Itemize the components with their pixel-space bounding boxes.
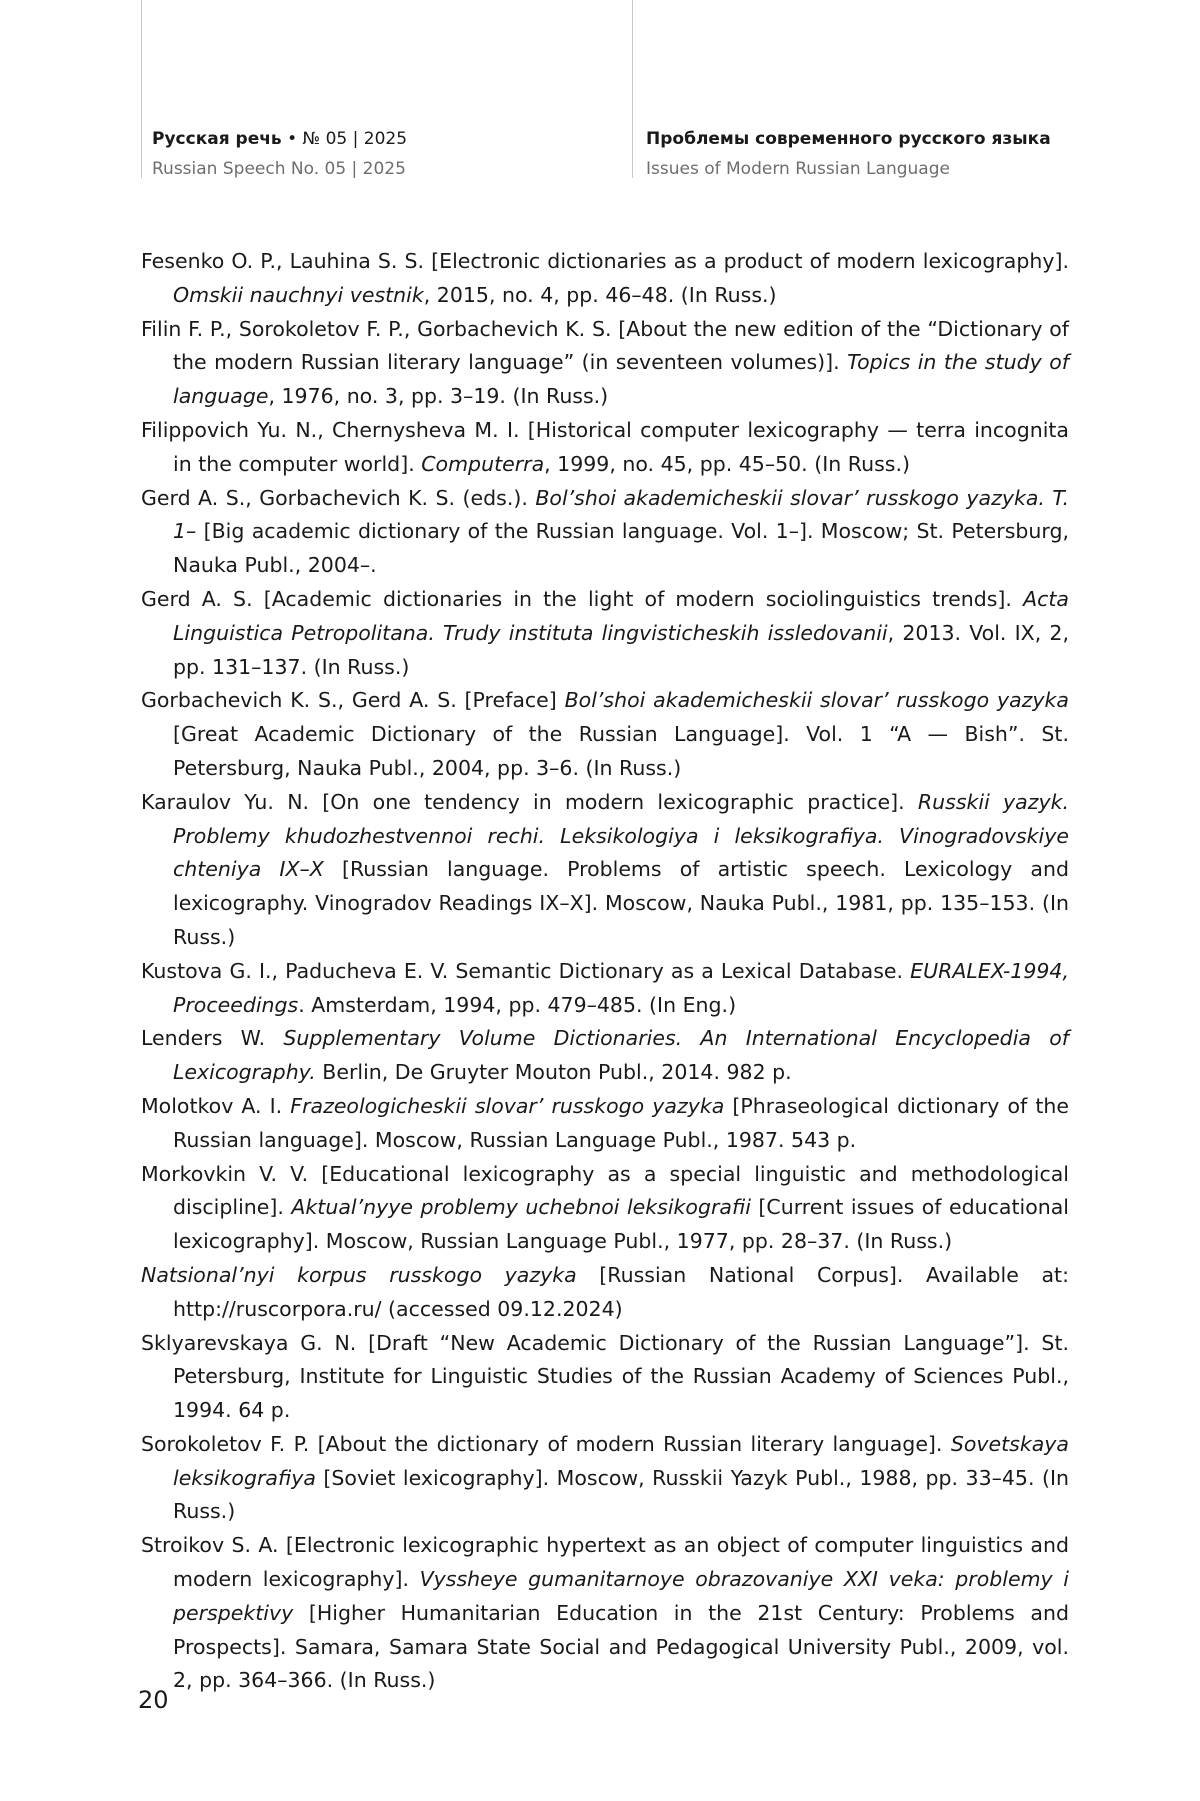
journal-title-en: Russian Speech No. 05 | 2025 [152, 159, 406, 179]
reference-text: Sklyarevskaya G. N. [Draft “New Academic Dictionary of the Russian Language”]. St. Petersburg, Institute for Linguistic Studies of the Russian Academy of Sciences Publ., 1994. 64 p. [141, 1330, 1069, 1423]
header-divider-right [632, 0, 633, 178]
reference-entry [141, 1327, 1069, 1428]
reference-text: Stroikov S. A. [Electronic lexicographic hypertext as an object of computer linguistics and modern lexicography]. [141, 1533, 1069, 1592]
reference-title: Sovetskaya leksikografiya [173, 1431, 1069, 1490]
reference-entry [141, 583, 1069, 684]
journal-title-ru [152, 124, 407, 154]
reference-text: Molotkov A. I. [141, 1093, 291, 1118]
reference-text: [Current issues of educational lexicography]. Moscow, Russian Language Publ., 1977, pp. 28–37. (In Russ.) [173, 1195, 1069, 1254]
reference-text: Sorokoletov F. P. [About the dictionary of modern Russian literary language]. [141, 1431, 951, 1456]
reference-text: Lenders W. [141, 1026, 284, 1051]
reference-text: , 2013. Vol. IX, 2, pp. 131–137. (In Russ.) [173, 620, 1069, 679]
reference-text: Gerd A. S. [Academic dictionaries in the light of modern sociolinguistics trends]. [141, 586, 1024, 611]
reference-entry [141, 786, 1069, 955]
reference-text: Morkovkin V. V. [Educational lexicography as a special linguistic and methodological discipline]. [141, 1161, 1069, 1220]
reference-title: Supplementary Volume Dictionaries. An International Encyclopedia of Lexicography. [173, 1026, 1069, 1085]
section-title-en: Issues of Modern Russian Language [646, 159, 950, 179]
reference-text: [Russian National Corpus]. Available at: http://ruscorpora.ru/ (accessed 09.12.2024) [173, 1262, 1069, 1321]
reference-text: Gerd A. S., Gorbachevich K. S. (eds.). [141, 485, 536, 510]
reference-text: Gorbachevich K. S., Gerd A. S. [Preface] [141, 688, 565, 713]
reference-title: Computerra [421, 451, 545, 476]
reference-entry [141, 1259, 1069, 1327]
reference-entry [141, 313, 1069, 414]
reference-title: Topics in the study of language [173, 350, 1069, 409]
references-list [141, 245, 1069, 1698]
reference-title: Vyssheye gumanitarnoye obrazovaniye XXI veka: problemy i perspektivy [173, 1567, 1069, 1625]
reference-entry [141, 1158, 1069, 1259]
reference-entry [141, 1090, 1069, 1158]
reference-entry [141, 684, 1069, 785]
page-number: 20 [138, 1686, 169, 1714]
reference-text: [Higher Humanitarian Education in the 21st Century: Problems and Prospects]. Samara, Samara State Social and Pedagogical University Publ., 2009, vol. 2, pp. 364–366. (In Russ.) [173, 1600, 1069, 1693]
header-bullet: • [287, 129, 298, 149]
reference-title: Bol’shoi akademicheskii slovar’ russkogo yazyka [564, 688, 1069, 713]
journal-name-ru: Русская речь [152, 129, 282, 149]
reference-text: , 2015, no. 4, pp. 46–48. (In Russ.) [423, 282, 777, 307]
reference-title: Natsional’nyi korpus russkogo yazyka [141, 1262, 577, 1287]
reference-text: Filippovich Yu. N., Chernysheva M. I. [Historical computer lexicography — terra incognita in the computer world]. [141, 417, 1069, 476]
reference-entry [141, 1022, 1069, 1090]
reference-title: EURALEX-1994, Proceedings [173, 958, 1069, 1017]
reference-title: Russkii yazyk. Problemy khudozhestvennoi rechi. Leksikologiya i leksikografiya. Vinogradovskiye chteniya IX–X [173, 789, 1069, 882]
reference-title: Omskii nauchnyi vestnik [173, 282, 424, 307]
reference-text: [Great Academic Dictionary of the Russian Language]. Vol. 1 “A — Bish”. St. Petersburg, Nauka Publ., 2004, pp. 3–6. (In Russ.) [173, 722, 1069, 780]
reference-entry [141, 482, 1069, 583]
header-divider-left [141, 0, 142, 178]
reference-title: Bol’shoi akademicheskii slovar’ russkogo yazyka. T. 1– [173, 485, 1069, 544]
reference-text: [Russian language. Problems of artistic speech. Lexicology and lexicography. Vinogradov Readings IX–X]. Moscow, Nauka Publ., 1981, pp. 135–153. (In Russ.) [173, 857, 1069, 949]
reference-entry [141, 414, 1069, 482]
reference-text: Fesenko O. P., Lauhina S. S. [Electronic dictionaries as a product of modern lexicography]. [141, 249, 1069, 273]
running-header-left [152, 124, 407, 184]
reference-text: Karaulov Yu. N. [On one tendency in modern lexicographic practice]. [141, 789, 918, 814]
reference-text: Filin F. P., Sorokoletov F. P., Gorbachevich K. S. [About the new edition of the “Dictionary of the modern Russian literary language” (in seventeen volumes)]. [141, 316, 1069, 375]
reference-entry [141, 955, 1069, 1023]
reference-text: Berlin, De Gruyter Mouton Publ., 2014. 982 p. [315, 1060, 792, 1085]
reference-text: [Soviet lexicography]. Moscow, Russkii Yazyk Publ., 1988, pp. 33–45. (In Russ.) [173, 1465, 1069, 1524]
reference-title: Aktual’nyye problemy uchebnoi leksikografii [291, 1195, 751, 1220]
running-header-right [646, 124, 1051, 184]
reference-title: Frazeologicheskii slovar’ russkogo yazyka [290, 1093, 725, 1118]
issue-ru: № 05 | 2025 [302, 129, 408, 149]
reference-entry [141, 1428, 1069, 1529]
reference-text: . Amsterdam, 1994, pp. 479–485. (In Eng.) [298, 992, 737, 1017]
reference-text: Kustova G. I., Paducheva E. V. Semantic Dictionary as a Lexical Database. [141, 958, 911, 983]
reference-text: , 1976, no. 3, pp. 3–19. (In Russ.) [268, 384, 609, 409]
reference-text: , 1999, no. 45, pp. 45–50. (In Russ.) [544, 451, 910, 476]
reference-entry [141, 245, 1069, 313]
reference-text: [Phraseological dictionary of the Russian language]. Moscow, Russian Language Publ., 1987. 543 p. [173, 1093, 1069, 1152]
section-title-ru: Проблемы современного русского языка [646, 129, 1051, 149]
reference-title: Acta Linguistica Petropolitana. Trudy instituta lingvisticheskih issledovanii [173, 586, 1069, 645]
reference-text: [Big academic dictionary of the Russian language. Vol. 1–]. Moscow; St. Petersburg, Nauka Publ., 2004–. [173, 519, 1069, 578]
reference-entry [141, 1529, 1069, 1698]
